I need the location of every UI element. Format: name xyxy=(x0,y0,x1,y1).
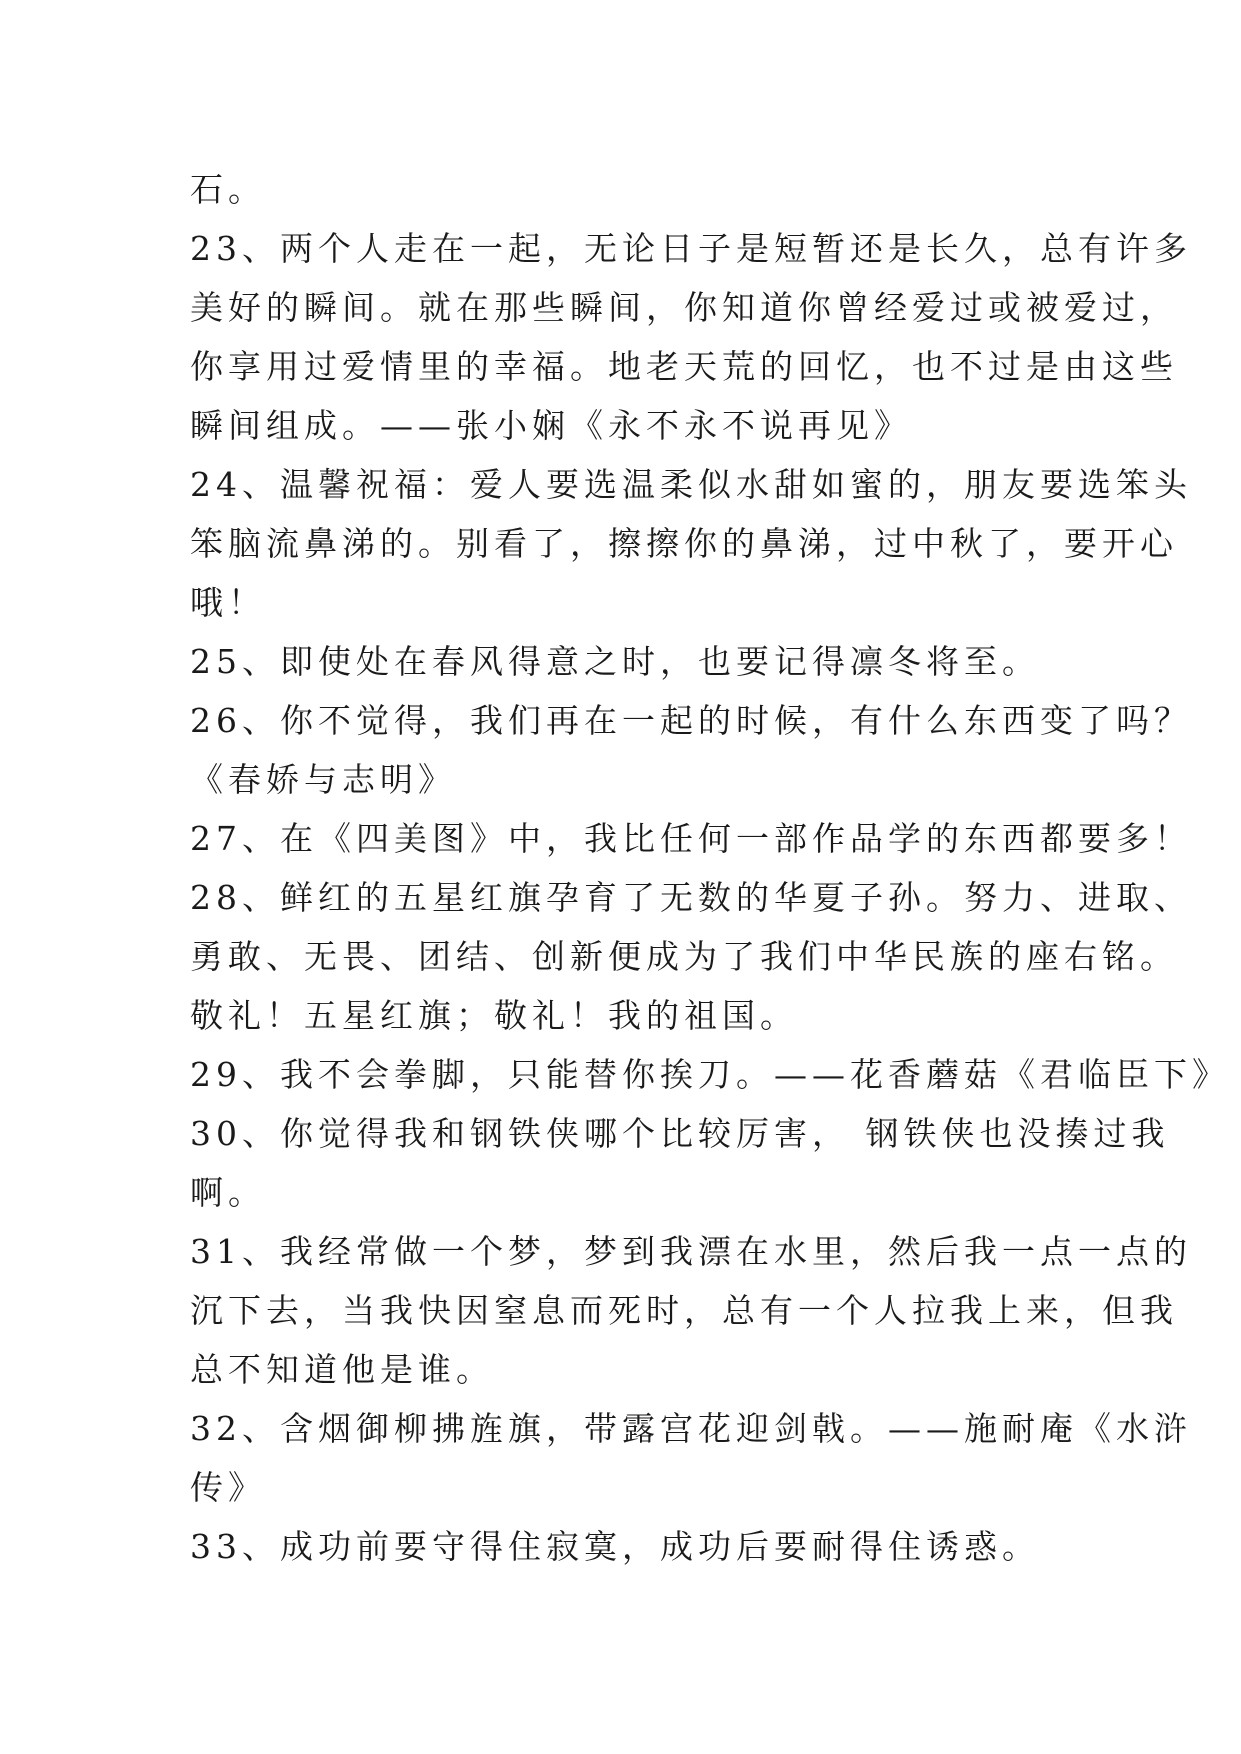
text-line: 石。 xyxy=(190,170,266,209)
text-line: 啊。 xyxy=(190,1173,266,1212)
text-line: 你享用过爱情里的幸福。地老天荒的回忆，也不过是由这些 xyxy=(190,347,1178,386)
text-line: 沉下去，当我快因窒息而死时，总有一个人拉我上来，但我 xyxy=(190,1291,1178,1330)
document-body xyxy=(190,160,1230,1576)
text-line: 敬礼！五星红旗；敬礼！我的祖国。 xyxy=(190,996,798,1035)
text-line: 31、我经常做一个梦，梦到我漂在水里，然后我一点一点的 xyxy=(190,1232,1192,1271)
text-line: 32、含烟御柳拂旌旗，带露宫花迎剑戟。——施耐庵《水浒 xyxy=(190,1409,1192,1448)
text-line: 哦！ xyxy=(190,583,266,622)
text-line: 30、你觉得我和钢铁侠哪个比较厉害， 钢铁侠也没揍过我 xyxy=(190,1114,1170,1153)
text-line: 29、我不会拳脚，只能替你挨刀。——花香蘑菇《君临臣下》 xyxy=(190,1055,1230,1094)
text-line: 瞬间组成。——张小娴《永不永不说再见》 xyxy=(190,406,912,445)
text-line: 勇敢、无畏、团结、创新便成为了我们中华民族的座右铭。 xyxy=(190,937,1178,976)
text-line: 23、两个人走在一起，无论日子是短暂还是长久，总有许多 xyxy=(190,229,1192,268)
text-line: 24、温馨祝福：爱人要选温柔似水甜如蜜的，朋友要选笨头 xyxy=(190,465,1192,504)
text-line: 《春娇与志明》 xyxy=(190,760,456,799)
text-line: 33、成功前要守得住寂寞，成功后要耐得住诱惑。 xyxy=(190,1527,1040,1566)
text-line: 笨脑流鼻涕的。别看了，擦擦你的鼻涕，过中秋了，要开心 xyxy=(190,524,1178,563)
text-line: 总不知道他是谁。 xyxy=(190,1350,494,1389)
text-line: 美好的瞬间。就在那些瞬间，你知道你曾经爱过或被爱过， xyxy=(190,288,1178,327)
text-line: 传》 xyxy=(190,1468,266,1507)
text-line: 28、鲜红的五星红旗孕育了无数的华夏子孙。努力、进取、 xyxy=(190,878,1192,917)
text-line: 25、即使处在春风得意之时，也要记得凛冬将至。 xyxy=(190,642,1040,681)
text-line: 27、在《四美图》中，我比任何一部作品学的东西都要多！ xyxy=(190,819,1192,858)
text-line: 26、你不觉得，我们再在一起的时候，有什么东西变了吗？ xyxy=(190,701,1192,740)
